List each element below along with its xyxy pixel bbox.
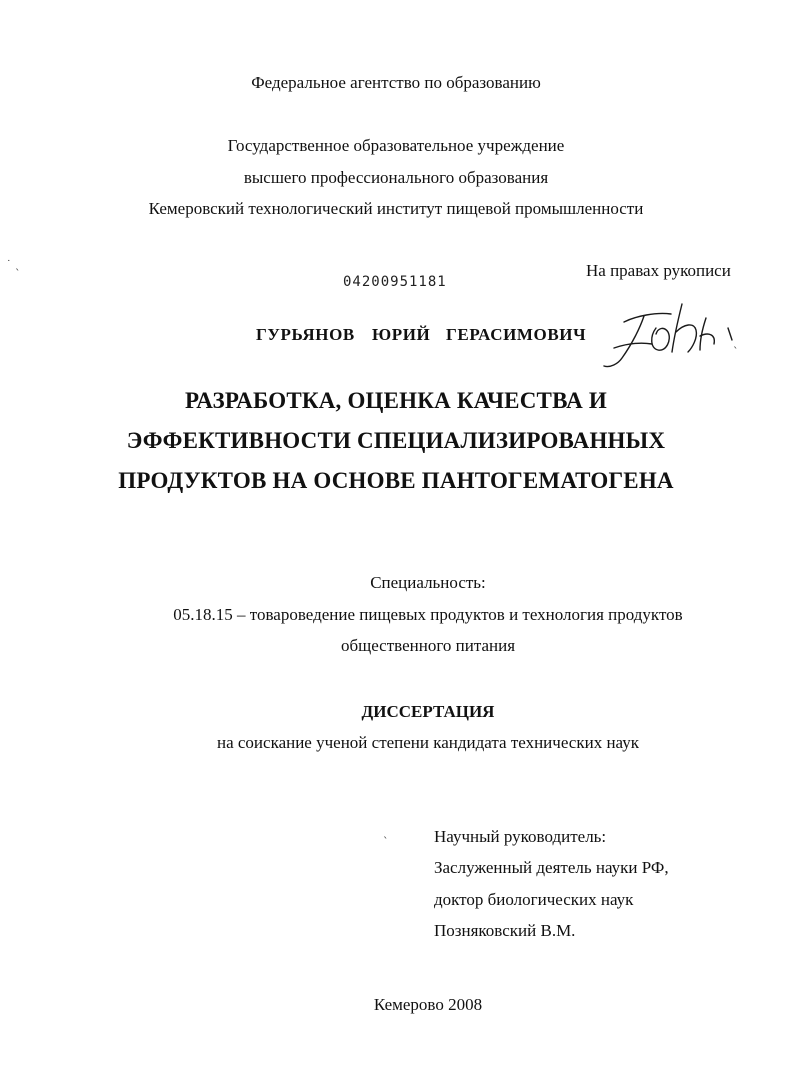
- supervisor-title: Заслуженный деятель науки РФ,: [434, 858, 669, 877]
- registration-number: 04200951181: [343, 274, 447, 290]
- supervisor-degree: доктор биологических наук: [434, 890, 634, 909]
- agency-name: Федеральное агентство по образованию: [251, 73, 541, 92]
- degree-purpose: на соискание ученой степени кандидата технических наук: [216, 733, 639, 752]
- institution-line-2: высшего профессионального образования: [243, 168, 549, 187]
- document-type: ДИССЕРТАЦИЯ: [361, 702, 495, 721]
- scan-speck: ˎ: [383, 826, 389, 839]
- institution-line-3: Кемеровский технологический институт пищевой промышленности: [148, 199, 644, 218]
- city-year: Кемерово 2008: [373, 995, 483, 1014]
- supervisor-name: Позняковский В.М.: [434, 921, 576, 940]
- author-surname: ГУРЬЯНОВ: [256, 325, 355, 344]
- scan-speck: ˙ ˎ: [6, 258, 21, 271]
- title-line-2: ЭФФЕКТИВНОСТИ СПЕЦИАЛИЗИРОВАННЫХ: [126, 428, 666, 453]
- title-line-3: ПРОДУКТОВ НА ОСНОВЕ ПАНТОГЕМАТОГЕНА: [118, 468, 674, 493]
- specialty-line-1: 05.18.15 – товароведение пищевых продуктов и технология продуктов: [173, 605, 683, 624]
- institution-line-1: Государственное образовательное учреждение: [227, 136, 565, 155]
- title-line-1: РАЗРАБОТКА, ОЦЕНКА КАЧЕСТВА И: [184, 388, 608, 413]
- supervisor-label: Научный руководитель:: [434, 827, 607, 846]
- author-patronymic: ГЕРАСИМОВИЧ: [446, 325, 587, 344]
- specialty-line-2: общественного питания: [340, 636, 516, 655]
- specialty-label: Специальность:: [370, 573, 486, 592]
- author-signature: [596, 288, 746, 378]
- scan-speck: ˎ: [733, 336, 739, 349]
- manuscript-rights: На правах рукописи: [586, 261, 731, 280]
- author-first-name: ЮРИЙ: [372, 325, 431, 344]
